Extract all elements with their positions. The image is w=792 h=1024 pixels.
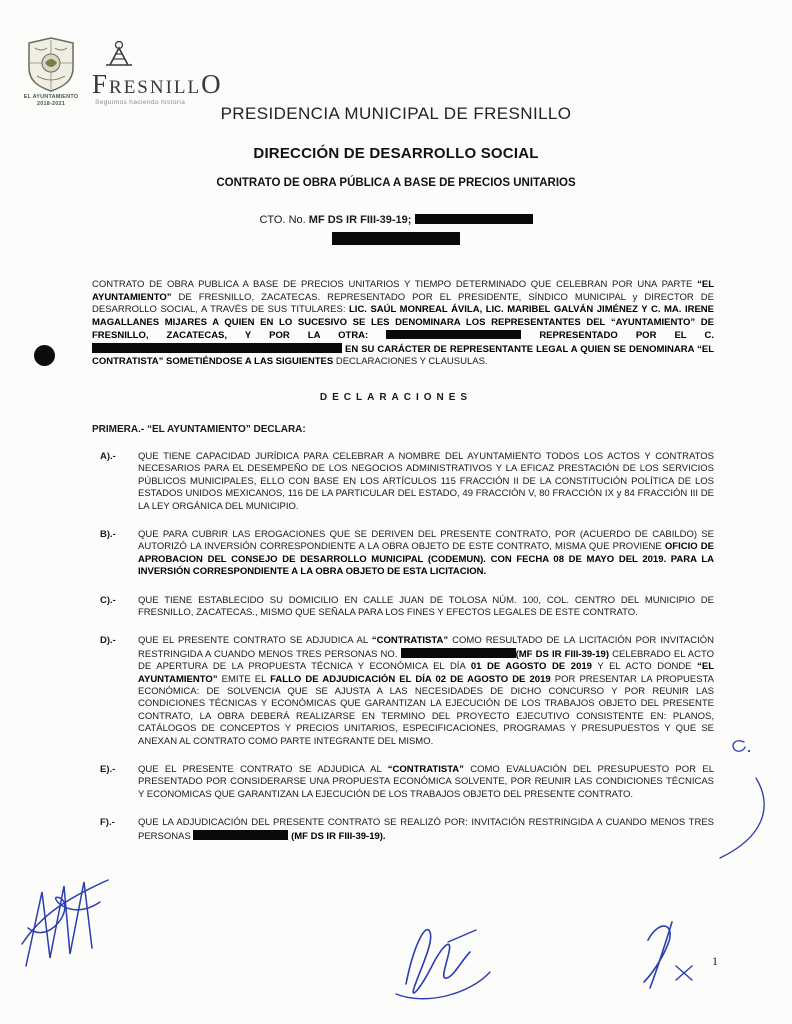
- item-text: [138, 817, 714, 843]
- municipal-crest-logo: [22, 36, 80, 108]
- mine-headframe-icon: [102, 40, 136, 66]
- text-segment-bold: 01 DE AGOSTO DE 2019: [470, 661, 592, 673]
- handwritten-flourish-right: [694, 772, 772, 864]
- text-segment: QUE EL PRESENTE CONTRATO SE ADJUDICA AL: [138, 764, 388, 776]
- text-segment: Y EL ACTO DONDE: [591, 661, 698, 673]
- redaction-box: [415, 214, 533, 224]
- declaration-item-d: [100, 635, 714, 748]
- redaction-box: [92, 343, 342, 353]
- text-segment: CELEBRADO EL ACTO DE APERTURA DE LA PROPUESTA TÉCNICA Y ECONÓMICA EL DÍA: [138, 648, 715, 673]
- text-segment-bold: “EL AYUNTAMIENTO”: [92, 279, 714, 303]
- crest-caption: [22, 94, 80, 108]
- contract-type-title: CONTRATO DE OBRA PÚBLICA A BASE DE PRECIOS UNITARIOS: [216, 177, 576, 189]
- item-text: QUE TIENE CAPACIDAD JURÍDICA PARA CELEBRAR A NOMBRE DEL AYUNTAMIENTO TODOS LOS ACTOS Y CONTRATOS NECESARIOS PARA EL DESEMPEÑO DE LOS NEGOCIOS ADMINISTRATIVOS Y LA EFICAZ PRESTACIÓN DE LOS SERVICIOS PÚBLICOS MUNICIPALES, ELLO CON BASE EN LOS ARTÍCULOS 115 FRACCIÓN II DE LA CONSTITUCIÓN POLÍTICA DE LOS ESTADOS UNIDOS MEXICANOS, 116 DE LA PARTICULAR DEL ESTADO, 49 FRACCIÓN V, 80 FRACCIÓN IX y 84 FRACCIÓN III DE LA LEY ORGÁNICA DEL MUNICIPIO.: [138, 450, 714, 512]
- redaction-box: [401, 648, 516, 658]
- item-label: D).-: [100, 635, 116, 647]
- item-text: [138, 764, 714, 801]
- text-segment-bold: REPRESENTADO POR EL C.: [521, 329, 714, 341]
- item-label: B).-: [100, 528, 116, 540]
- handwritten-mark-small: [726, 736, 752, 756]
- item-text: [138, 529, 714, 579]
- text-segment-bold: (MF DS IR FIII-39-19): [515, 648, 609, 660]
- item-text: QUE TIENE ESTABLECIDO SU DOMICILIO EN CALLE JUAN DE TOLOSA NÚM. 100, COL. CENTRO DEL MUNICIPIO DE FRESNILLO, ZACATECAS., MISMO QUE SEÑALA PARA LOS FINES Y EFECTOS LEGALES DE ESTE CONTRATO.: [138, 594, 714, 618]
- text-segment-bold: SOMETIÉNDOSE A LAS SIGUIENTES: [163, 356, 336, 368]
- signature-scribble-left: [16, 858, 116, 976]
- text-segment: QUE EL PRESENTE CONTRATO SE ADJUDICA AL: [138, 635, 372, 647]
- primera-declaration-heading: PRIMERA.- “EL AYUNTAMIENTO” DECLARA:: [92, 423, 306, 435]
- crest-caption-line2: 2018-2021: [36, 101, 66, 108]
- redaction-box: [193, 830, 288, 840]
- hole-punch-mark: [34, 345, 55, 366]
- text-segment-bold: EN SU CARÁCTER DE REPRESENTANTE LEGAL A QUIEN SE DENOMINARA: [342, 343, 698, 355]
- declaraciones-heading: DECLARACIONES: [319, 391, 473, 403]
- redacted-line: [0, 231, 792, 249]
- item-label: C).-: [100, 594, 116, 606]
- text-segment: COMO EVALUACIÓN DEL PRESUPUESTO POR EL PRESENTADO POR CONSIDERARSE UNA PROPUESTA ECONÓMICA SOLVENTE, POR REUNIR LAS CONDICIONES TÉCNICAS Y ECONOMICAS QUE GARANTIZAN LA EJECUCIÓN DE LOS TRABAJOS OBJETO DEL PRESENTE CONTRATO.: [138, 764, 714, 800]
- fresnillo-logo: [92, 40, 223, 106]
- text-segment-bold: “CONTRATISTA”: [371, 635, 449, 647]
- declaration-item-c: [100, 595, 714, 620]
- text-segment: QUE PARA CUBRIR LAS EROGACIONES QUE SE DERIVEN DEL PRESENTE CONTRATO, POR (ACUERDO DE CABILDO) SE AUTORIZÓ LA INVERSIÓN CORRESPONDIENTE A LA OBRA OBJETO DE ESTE CONTRATO, MISMA QUE PROVIENE: [138, 528, 714, 553]
- intro-paragraph: [92, 279, 714, 369]
- redaction-box: [332, 232, 460, 245]
- text-segment-bold: “EL AYUNTAMIENTO”: [138, 661, 714, 685]
- declaration-item-b: [100, 529, 714, 579]
- text-segment: CONTRATO DE OBRA PUBLICA A BASE DE PRECIOS UNITARIOS Y TIEMPO DETERMINADO QUE CELEBRAN POR UNA PARTE: [92, 279, 698, 290]
- crest-shield-icon: [25, 36, 77, 92]
- page-number: 1: [712, 954, 718, 968]
- text-segment-bold: OFICIO DE APROBACION DEL CONSEJO DE DESARROLLO MUNICIPAL (CODEMUN). CON FECHA 08 DE MAYO DEL 2019. PARA LA INVERSIÓN CORRESPONDIENTE A LA OBRA OBJETO DE ESTA LICITACION.: [138, 541, 714, 578]
- text-segment: DECLARACIONES Y CLAUSULAS.: [335, 356, 488, 368]
- fresnillo-tagline: Seguimos haciendo historia: [95, 99, 186, 106]
- redaction-box: [386, 330, 521, 339]
- text-segment-bold: (MF DS IR FIII-39-19).: [288, 830, 386, 842]
- text-segment: POR PRESENTAR LA PROPUESTA ECONÓMICA: DE SOLVENCIA QUE SE AJUSTA A LAS NECESIDADES DE DICHO CONCURSO Y POR REUNIR LAS CONDICIONES TÉCNICAS Y ECONÓMICAS QUE GARANTIZAN LA EJECUCIÓN DE LOS TRABAJOS OBJETO DEL PRESENTE CONTRATO, LA OBRA DEBERÁ REALIZARSE EN TERMINO DEL PROYECTO EJECUTIVO CONSISTENTE EN: PLANOS, CATÁLOGOS DE CONCEPTOS Y PRECIOS UNITARIOS, ESPECIFICACIONES, PROGRAMAS Y PRESUPUESTOS Y QUE SE ANEXAN AL CONTRATO COMO PARTE INTEGRANTE DEL MISMO.: [138, 673, 714, 747]
- contract-number-line: [0, 214, 792, 226]
- item-label: F).-: [100, 817, 115, 829]
- declaration-item-a: [100, 451, 714, 513]
- signature-center: [388, 918, 498, 1010]
- text-segment-bold: FALLO DE ADJUDICACIÓN EL DÍA 02 DE AGOSTO DE 2019: [270, 673, 551, 685]
- contract-number-value: MF DS IR FIII-39-19;: [308, 214, 412, 226]
- text-segment: EMITE EL: [217, 673, 271, 685]
- contract-number-label: CTO. No.: [259, 214, 309, 226]
- fresnillo-wordmark: FresnillO: [92, 69, 223, 99]
- declaration-item-e: [100, 764, 714, 801]
- text-segment-bold: “CONTRATISTA”: [387, 764, 464, 776]
- text-segment-bold: LIC. SAÚL MONREAL ÁVILA, LIC. MARIBEL GALVÁN JIMÉNEZ Y C. MA. IRENE MAGALLANES MIJARES A QUIEN EN LO SUCESIVO SE LES DENOMINARA LOS REPRESENTANTES DEL “AYUNTAMIENTO” DE FRESNILLO, ZACATECAS, Y POR LA OTRA:: [92, 304, 714, 341]
- text-segment: DE FRESNILLO, ZACATECAS. REPRESENTADO POR EL PRESIDENTE, SÍNDICO MUNICIPAL y DIRECTOR DE DESARROLLO SOCIAL, A TRAVÉS DE SUS TITULARES:: [92, 291, 714, 316]
- text-segment: COMO RESULTADO DE LA LICITACIÓN POR INVITACIÓN RESTRINGIDA A CUANDO MENOS TRES PERSONAS NO.: [138, 635, 714, 660]
- signature-right: [618, 912, 710, 996]
- crest-caption-line1: EL AYUNTAMIENTO: [23, 94, 79, 100]
- text-segment-bold: “EL CONTRATISTA”: [92, 343, 714, 368]
- text-segment: QUE LA ADJUDICACIÓN DEL PRESENTE CONTRATO SE REALIZÓ POR: INVITACIÓN RESTRINGIDA A CUANDO MENOS TRES PERSONAS: [138, 817, 714, 842]
- item-label: A).-: [100, 450, 116, 462]
- item-label: E).-: [100, 764, 116, 776]
- item-text: [138, 635, 714, 748]
- department-title: DIRECCIÓN DE DESARROLLO SOCIAL: [253, 145, 539, 162]
- declaration-items: [100, 451, 714, 843]
- declaration-item-f: [100, 817, 714, 843]
- page-title: PRESIDENCIA MUNICIPAL DE FRESNILLO: [220, 104, 572, 123]
